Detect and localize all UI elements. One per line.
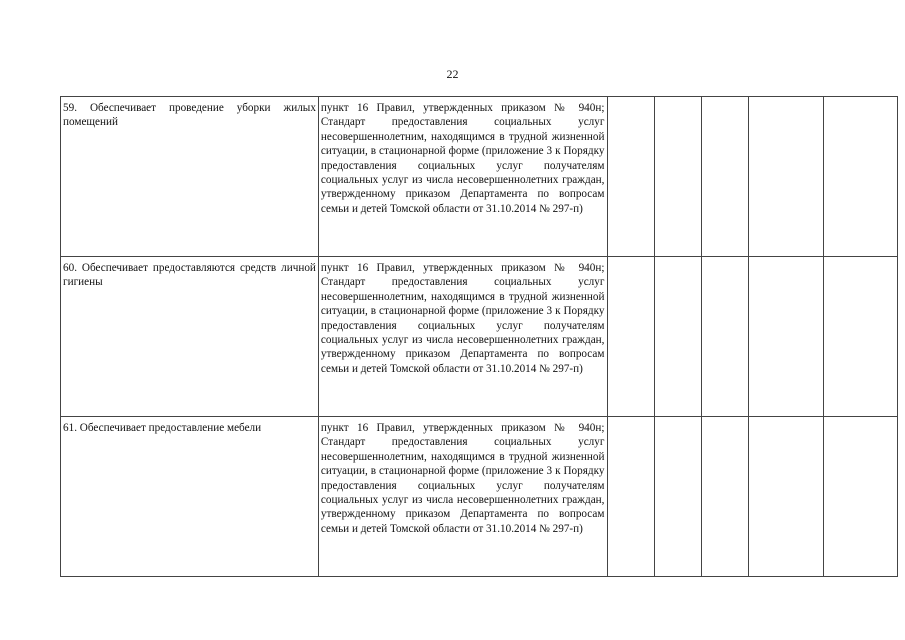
legal-basis-cell: [318, 257, 608, 417]
answer-note-cell: [749, 97, 823, 257]
checklist-table: [60, 96, 898, 577]
answer-no-cell: [655, 97, 702, 257]
legal-basis-text: пункт 16 Правил, утвержденных приказом № 940н; Стандарт предоставления социальных услуг несовершеннолетним, находящимся в трудной жизненной ситуации, в стационарной форме (приложение 3 к Порядку предоставления социальных услуг получателям социальных услуг из числа несовершеннолетних граждан, утвержденному приказом Департамента по вопросам семьи и детей Томской области от 31.10.2014 № 297-п): [320, 422, 605, 535]
answer-na-cell: [702, 257, 749, 417]
page-number: 22: [446, 67, 459, 81]
answer-note-cell: [749, 257, 823, 417]
legal-basis-text: пункт 16 Правил, утвержденных приказом № 940н; Стандарт предоставления социальных услуг несовершеннолетним, находящимся в трудной жизненной ситуации, в стационарной форме (приложение 3 к Порядку предоставления социальных услуг получателям социальных услуг из числа несовершеннолетних граждан, утвержденному приказом Департамента по вопросам семьи и детей Томской области от 31.10.2014 № 297-п): [320, 262, 605, 375]
answer-comment-cell: [823, 417, 897, 577]
legal-basis-cell: [318, 417, 608, 577]
answer-na-cell: [702, 97, 749, 257]
requirement-text: 61. Обеспечивает предоставление мебели: [63, 422, 262, 434]
answer-yes-cell: [608, 417, 655, 577]
answer-no-cell: [655, 417, 702, 577]
answer-yes-cell: [608, 97, 655, 257]
legal-basis-text: пункт 16 Правил, утвержденных приказом № 940н; Стандарт предоставления социальных услуг несовершеннолетним, находящимся в трудной жизненной ситуации, в стационарной форме (приложение 3 к Порядку предоставления социальных услуг получателям социальных услуг из числа несовершеннолетних граждан, утвержденному приказом Департамента по вопросам семьи и детей Томской области от 31.10.2014 № 297-п): [320, 102, 605, 215]
answer-no-cell: [655, 257, 702, 417]
legal-basis-cell: [318, 97, 608, 257]
requirement-cell: [61, 417, 319, 577]
requirement-text: 60. Обеспечивает предоставляются средств личной гигиены: [63, 262, 316, 289]
table-row: [61, 257, 898, 417]
answer-comment-cell: [823, 257, 897, 417]
answer-comment-cell: [823, 97, 897, 257]
requirement-cell: [61, 257, 319, 417]
answer-na-cell: [702, 417, 749, 577]
requirement-text: 59. Обеспечивает проведение уборки жилых помещений: [63, 102, 316, 129]
requirement-cell: [61, 97, 319, 257]
table-row: [61, 97, 898, 257]
answer-yes-cell: [608, 257, 655, 417]
answer-note-cell: [749, 417, 823, 577]
table-row: [61, 417, 898, 577]
